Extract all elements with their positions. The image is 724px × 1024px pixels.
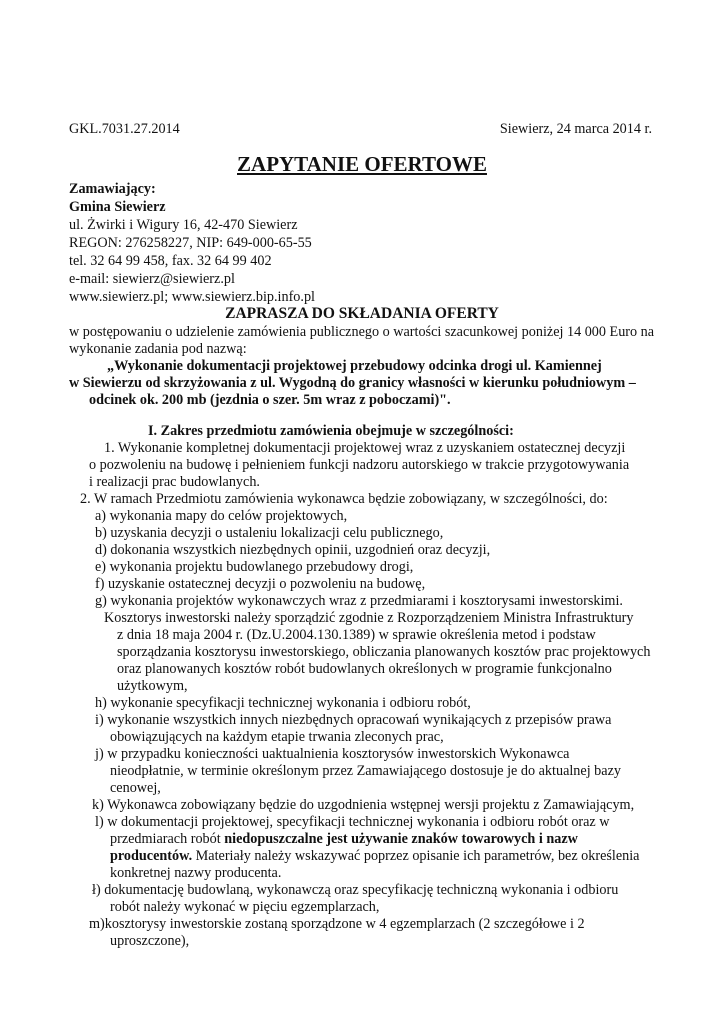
client-address: ul. Żwirki i Wigury 16, 42-470 Siewierz <box>69 217 298 233</box>
item-2g-line-4: sporządzania kosztorysu inwestorskiego, obliczania planowanych kosztów prac projektowych <box>117 644 651 660</box>
item-2e: e) wykonania projektu budowlanego przebudowy drogi, <box>95 559 414 575</box>
item-2l-line-3 <box>110 847 639 865</box>
client-name: Gmina Siewierz <box>69 199 166 215</box>
item-1-line-2: o pozwoleniu na budowę i pełnieniem funkcji nadzoru autorskiego w trakcie przygotowywania <box>89 457 630 473</box>
item-2l-line-2-text: przedmiarach robót <box>110 831 225 847</box>
item-2m-line-2: uproszczone), <box>110 933 190 949</box>
client-label: Zamawiający: <box>69 181 156 197</box>
document-title: ZAPYTANIE OFERTOWE <box>237 152 487 176</box>
item-2j-line-1: j) w przypadku konieczności uaktualnienia kosztorysów inwestorskich Wykonawca <box>95 746 570 762</box>
item-1-line-1: 1. Wykonanie kompletnej dokumentacji projektowej wraz z uzyskaniem ostatecznej decyzji <box>104 440 626 456</box>
item-2: 2. W ramach Przedmiotu zamówienia wykonawca będzie zobowiązany, w szczególności, do: <box>80 491 608 507</box>
task-title-3: odcinek ok. 200 mb (jezdnia o szer. 5m wraz z poboczami)". <box>89 392 451 408</box>
item-2g-line-6: użytkowym, <box>117 678 188 694</box>
item-2j-line-3: cenowej, <box>110 780 161 796</box>
item-2f: f) uzyskanie ostatecznej decyzji o pozwoleniu na budowę, <box>95 576 426 592</box>
document-date: Siewierz, 24 marca 2014 r. <box>499 121 652 137</box>
invite-line-1: w postępowaniu o udzielenie zamówienia publicznego o wartości szacunkowej poniżej 14 000 Euro na <box>69 324 655 340</box>
item-2l-line-2 <box>110 830 578 848</box>
client-www: www.siewierz.pl; www.siewierz.bip.info.pl <box>69 289 315 305</box>
item-2l-line-4: konkretnej nazwy producenta. <box>110 865 282 881</box>
item-2l-line-1: l) w dokumentacji projektowej, specyfikacji technicznej wykonania i odbioru robót oraz w <box>95 814 610 830</box>
task-title-2: w Siewierzu od skrzyżowania z ul. Wygodną do granicy własności w kierunku południowym – <box>69 375 636 391</box>
item-1-line-3: i realizacji prac budowlanych. <box>89 474 260 490</box>
invite-line-2: wykonanie zadania pod nazwą: <box>69 341 247 357</box>
item-2l-emphasis: niedopuszczalne jest używanie znaków towarowych i nazw <box>224 831 578 847</box>
item-2m-line-1: m)kosztorysy inwestorskie zostaną sporządzone w 4 egzemplarzach (2 szczegółowe i 2 <box>89 916 585 932</box>
item-2g-line-3: z dnia 18 maja 2004 r. (Dz.U.2004.130.1389) w sprawie określenia metod i podstaw <box>117 627 596 643</box>
section-1-heading: I. Zakres przedmiotu zamówienia obejmuje w szczególności: <box>148 423 514 439</box>
item-2i-line-2: obowiązujących na każdym etapie trwania zleconych prac, <box>110 729 444 745</box>
client-phone: tel. 32 64 99 458, fax. 32 64 99 402 <box>69 253 272 269</box>
item-2d: d) dokonania wszystkich niezbędnych opinii, uzgodnień oraz decyzji, <box>95 542 491 558</box>
item-2h: h) wykonanie specyfikacji technicznej wykonania i odbioru robót, <box>95 695 471 711</box>
invite-heading: ZAPRASZA DO SKŁADANIA OFERTY <box>225 305 499 322</box>
item-2g-line-1: g) wykonania projektów wykonawczych wraz z przedmiarami i kosztorysami inwestorskimi. <box>95 593 623 609</box>
item-2g-line-2: Kosztorys inwestorski należy sporządzić zgodnie z Rozporządzeniem Ministra Infrastruktury <box>104 610 634 626</box>
item-2l-line-3-text: Materiały należy wskazywać poprzez opisanie ich parametrów, bez określenia <box>192 848 640 864</box>
item-2l-emphasis-producers: producentów. <box>110 848 193 864</box>
task-title-1: „Wykonanie dokumentacji projektowej przebudowy odcinka drogi ul. Kamiennej <box>107 358 602 374</box>
client-email: e-mail: siewierz@siewierz.pl <box>69 271 235 287</box>
item-2j-line-2: nieodpłatnie, w terminie określonym przez Zamawiającego dostosuje je do aktualnej bazy <box>110 763 621 779</box>
reference-number: GKL.7031.27.2014 <box>69 121 180 137</box>
item-2l-stroke-line-1: ł) dokumentację budowlaną, wykonawczą oraz specyfikację techniczną wykonania i odbioru <box>92 882 619 898</box>
item-2i-line-1: i) wykonanie wszystkich innych niezbędnych opracowań wynikających z przepisów prawa <box>95 712 612 728</box>
client-regon: REGON: 276258227, NIP: 649-000-65-55 <box>69 235 312 251</box>
item-2k: k) Wykonawca zobowiązany będzie do uzgodnienia wstępnej wersji projektu z Zamawiającym, <box>92 797 635 813</box>
item-2a: a) wykonania mapy do celów projektowych, <box>95 508 348 524</box>
item-2l-stroke-line-2: robót należy wykonać w pięciu egzemplarzach, <box>110 899 380 915</box>
item-2g-line-5: oraz planowanych kosztów robót budowlanych określonych w programie funkcjonalno <box>117 661 612 677</box>
item-2b: b) uzyskania decyzji o ustaleniu lokalizacji celu publicznego, <box>95 525 444 541</box>
